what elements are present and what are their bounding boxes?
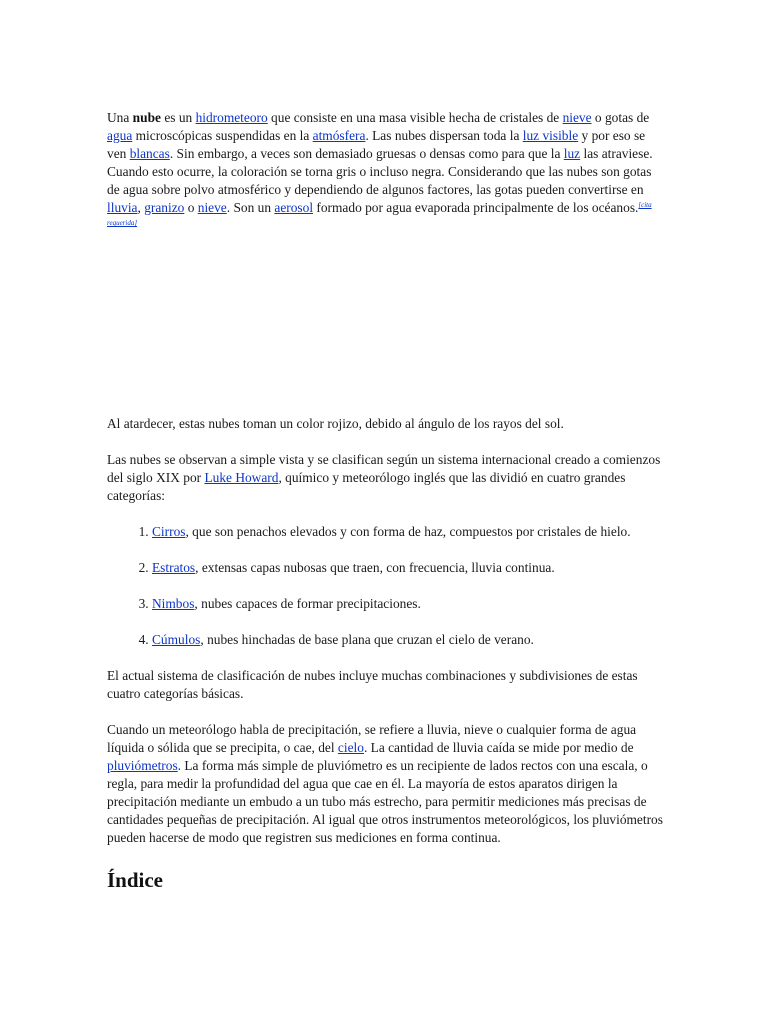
index-heading: Índice — [107, 868, 164, 892]
list-item-estratos — [152, 559, 663, 577]
link-luz[interactable]: luz — [563, 146, 581, 161]
text-run: y por eso se ven — [107, 128, 646, 161]
text-run: Una — [107, 110, 133, 125]
classification-paragraph — [107, 451, 663, 505]
text-run: o — [184, 200, 198, 215]
link-nimbos[interactable]: Nimbos — [152, 596, 195, 611]
link-hidrometeoro[interactable]: hidrometeoro — [195, 110, 268, 125]
link-luz-visible[interactable]: luz visible — [522, 128, 579, 143]
text-run: . Las nubes dispersan toda la — [365, 128, 523, 143]
text-run: es un — [160, 110, 196, 125]
text-run: que consiste en una masa visible hecha de cristales de — [267, 110, 563, 125]
link-nieve[interactable]: nieve — [562, 110, 592, 125]
link-cielo[interactable]: cielo — [337, 740, 364, 755]
list-item-text: , nubes hinchadas de base plana que cruzan el cielo de verano. — [200, 632, 534, 647]
intro-paragraph — [107, 109, 663, 235]
link-cirros[interactable]: Cirros — [152, 524, 186, 539]
link-pluviometros[interactable]: pluviómetros — [107, 758, 178, 773]
text-run: microscópicas suspendidas en la — [132, 128, 313, 143]
link-cumulos[interactable]: Cúmulos — [152, 632, 201, 647]
link-estratos[interactable]: Estratos — [152, 560, 196, 575]
citation-needed-link[interactable]: [cita requerida] — [107, 201, 652, 227]
precipitation-paragraph — [107, 721, 663, 847]
link-lluvia[interactable]: lluvia — [107, 200, 138, 215]
list-item-nimbos — [152, 595, 663, 613]
text-run: Cuando un meteorólogo habla de precipitación, se refiere a lluvia, nieve o cualquier forma de agua líquida o sólida que se precipita, o cae, del — [107, 722, 637, 755]
text-run: o gotas de — [591, 110, 650, 125]
text-run: . Sin embargo, a veces son demasiado gruesas o densas como para que la — [169, 146, 564, 161]
document-page — [107, 109, 663, 893]
current-system-paragraph: El actual sistema de clasificación de nubes incluye muchas combinaciones y subdivisiones de estas cuatro categorías básicas. — [107, 668, 638, 701]
link-aerosol[interactable]: aerosol — [274, 200, 314, 215]
text-run: Las nubes se observan a simple vista y se clasifican según un sistema internacional creado a comienzos del siglo XIX por — [107, 452, 661, 485]
text-run: . Son un — [226, 200, 275, 215]
text-run: , — [137, 200, 145, 215]
sunset-paragraph: Al atardecer, estas nubes toman un color rojizo, debido al ángulo de los rayos del sol. — [107, 416, 564, 431]
cloud-types-list — [107, 523, 663, 649]
link-luke-howard[interactable]: Luke Howard — [204, 470, 279, 485]
text-run: . La cantidad de lluvia caída se mide por medio de — [363, 740, 634, 755]
text-run: , químico y meteorólogo inglés que las dividió en cuatro grandes categorías: — [107, 470, 626, 503]
list-item-text: , extensas capas nubosas que traen, con frecuencia, lluvia continua. — [195, 560, 555, 575]
text-run: las atraviese. Cuando esto ocurre, la coloración se torna gris o incluso negra. Considerando que las nubes son gotas de agua sobre polvo atmosférico y dependiendo de algunos factores, las gotas pueden convertirse en — [107, 146, 653, 197]
list-item-cumulos — [152, 631, 663, 649]
link-nieve-2[interactable]: nieve — [197, 200, 227, 215]
link-agua[interactable]: agua — [107, 128, 133, 143]
text-run: . La forma más simple de pluviómetro es un recipiente de lados rectos con una escala, o regla, para medir la profundidad del agua que cae en él. La mayoría de estos aparatos dirigen la precipitación mediante un embudo a un tubo más estrecho, para permitir mediciones más precisas de cantidades pequeñas de precipitación. Al igual que otros instrumentos meteorológicos, los pluviómetros pueden hacerse de modo que registren sus mediciones en forma continua. — [107, 758, 663, 845]
link-blancas[interactable]: blancas — [129, 146, 170, 161]
list-item-text: , que son penachos elevados y con forma de haz, compuestos por cristales de hielo. — [185, 524, 631, 539]
list-item-cirros — [152, 523, 663, 541]
term-nube: nube — [132, 110, 161, 125]
text-run: formado por agua evaporada principalmente de los océanos. — [313, 200, 639, 215]
list-item-text: , nubes capaces de formar precipitaciones. — [194, 596, 421, 611]
link-granizo[interactable]: granizo — [144, 200, 185, 215]
link-atmosfera[interactable]: atmósfera — [312, 128, 366, 143]
